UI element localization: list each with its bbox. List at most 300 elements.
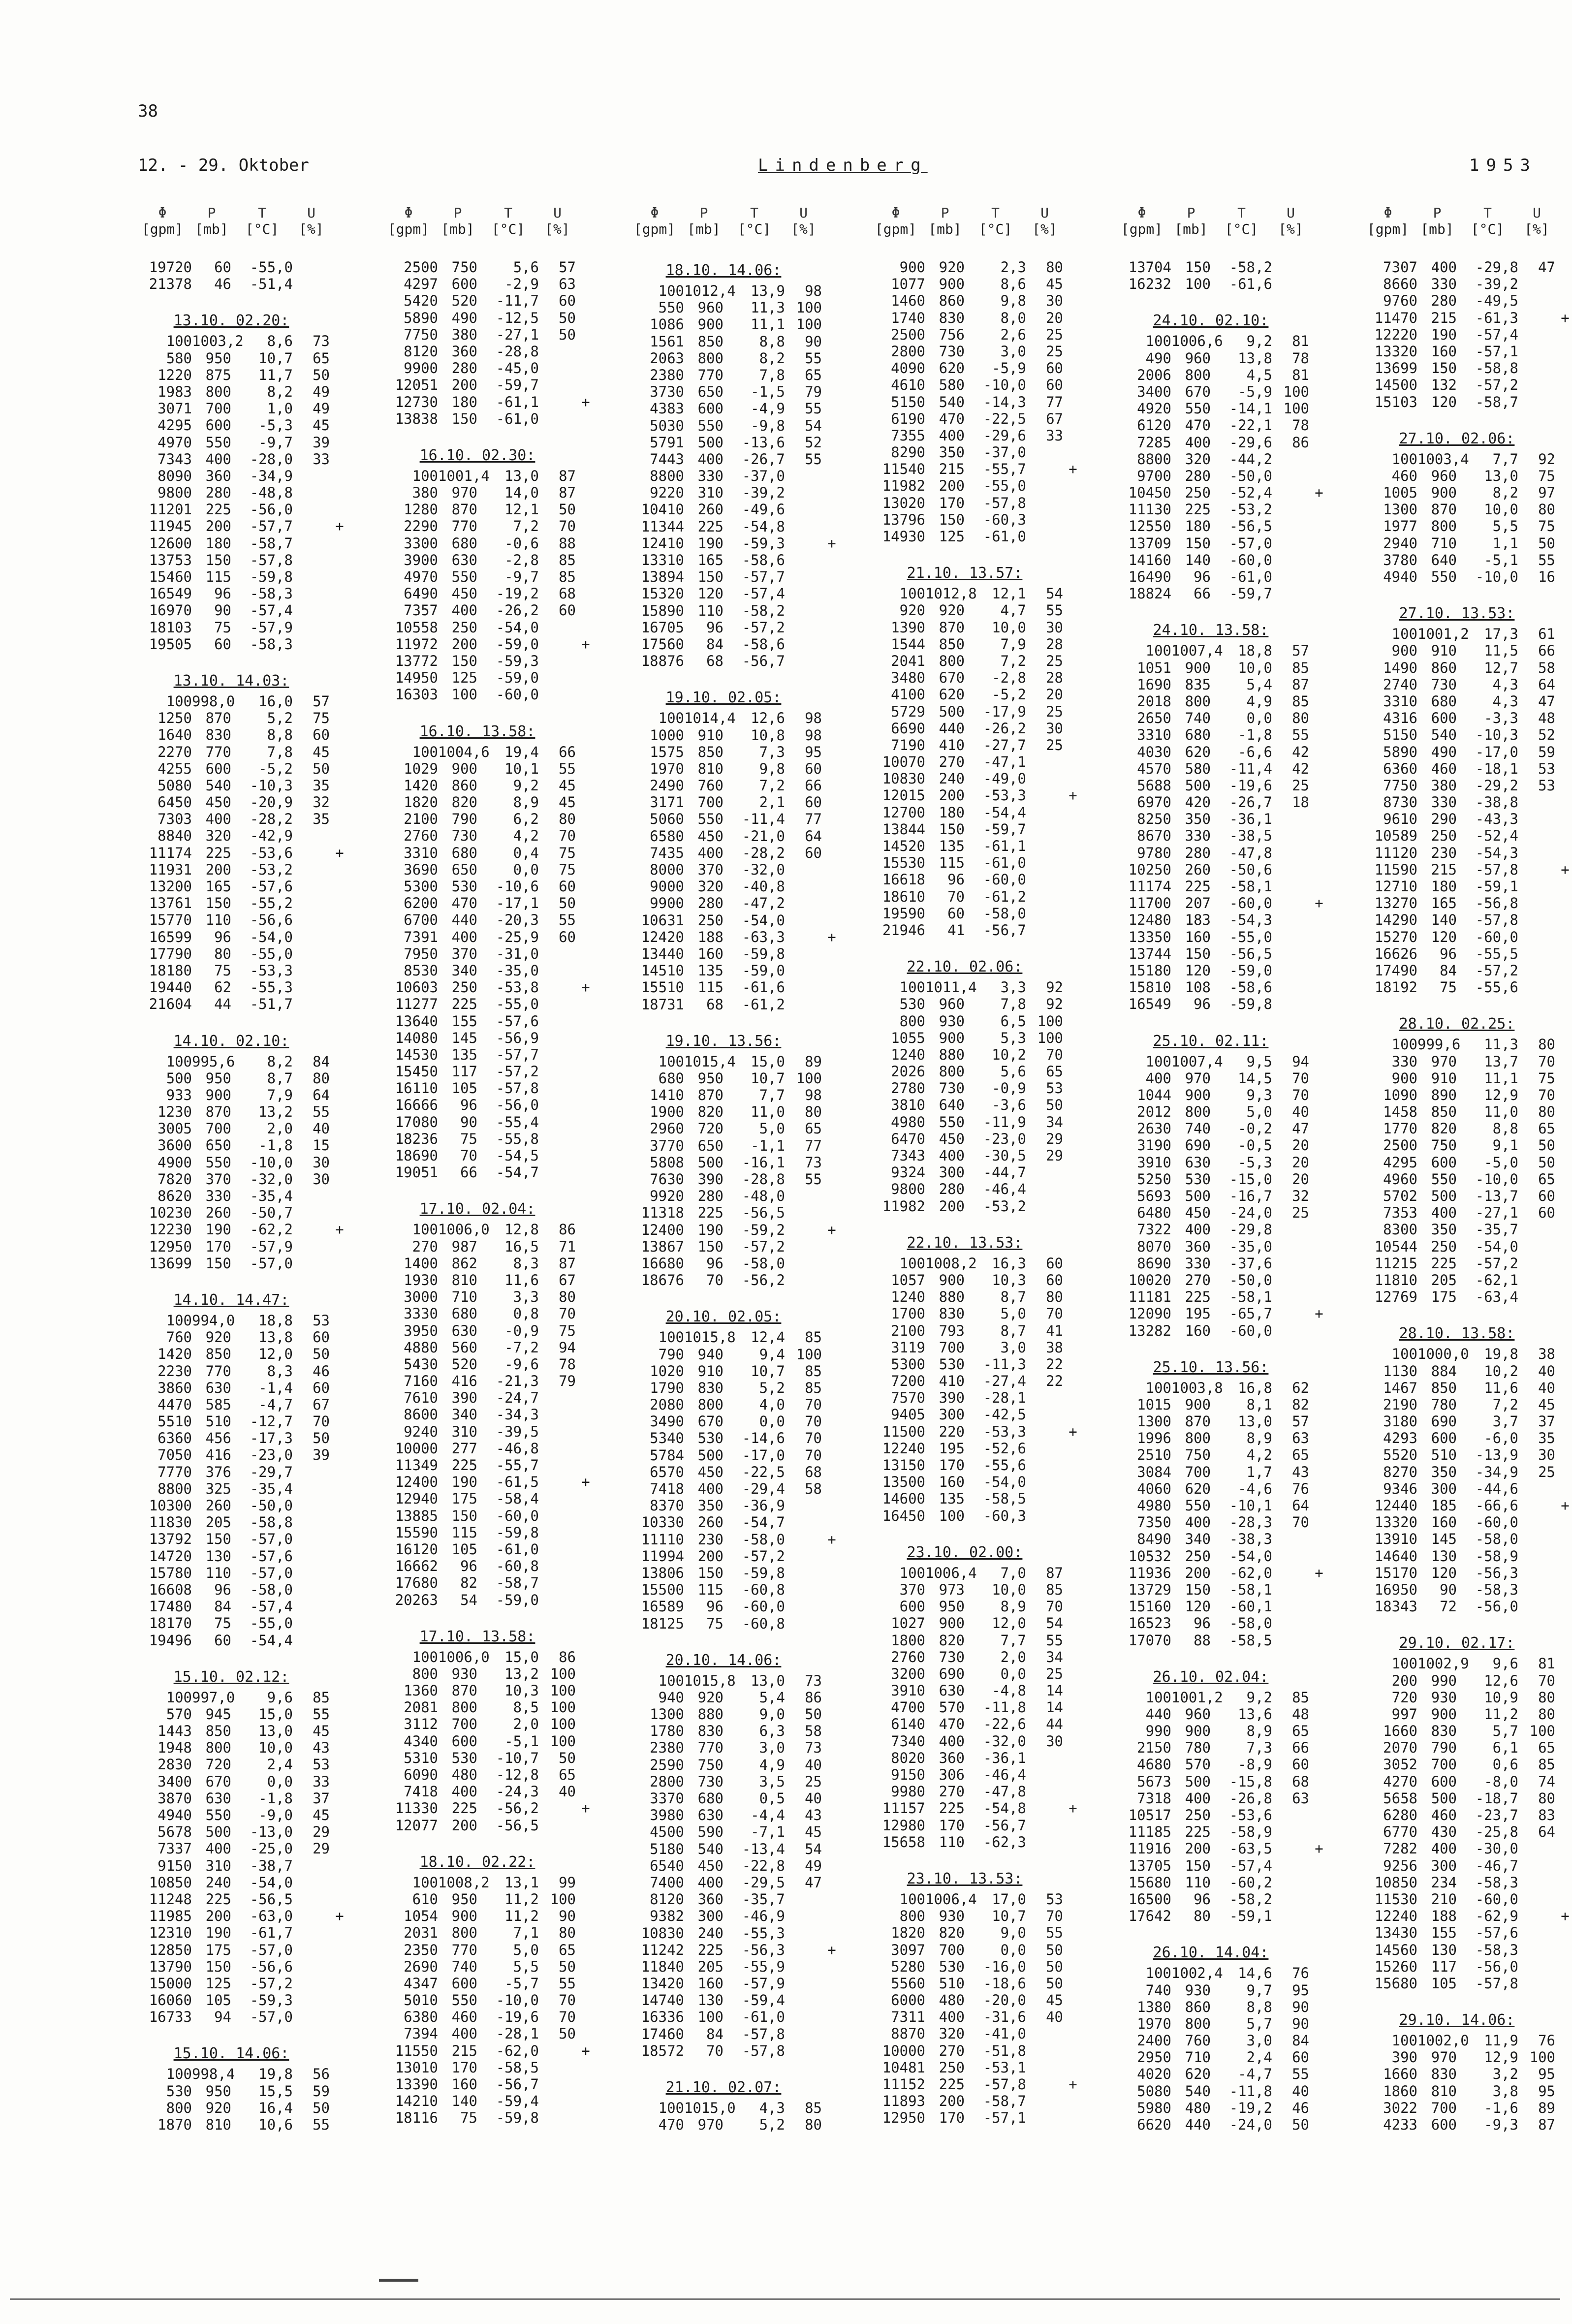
marker-cell — [576, 1423, 596, 1440]
humidity-cell: 60 — [1292, 2049, 1309, 2066]
geopotential-cell: 1780 — [650, 1723, 684, 1740]
humidity-cell — [785, 1514, 822, 1531]
humidity-cell — [293, 929, 330, 945]
header-unit-u: [%] — [299, 221, 324, 237]
temperature-cell: -12,5 — [496, 309, 539, 326]
geopotential-cell: 2270 — [157, 743, 192, 760]
marker-cell — [822, 1363, 842, 1380]
geopotential-cell: 16336 — [641, 2009, 684, 2026]
pressure-cell: 1008,2 — [925, 1255, 977, 1272]
marker-cell — [1309, 350, 1329, 367]
humidity-cell: 80 — [559, 1924, 576, 1942]
temperature-cell: 3,3 — [1000, 979, 1026, 996]
temperature-cell: 5,4 — [1246, 676, 1272, 693]
marker-cell — [330, 333, 349, 349]
geopotential-cell: 5560 — [891, 1975, 925, 1992]
header-symbol-t: T — [991, 205, 1000, 221]
pressure-cell: 96 — [1194, 568, 1211, 585]
geopotential-cell: 5430 — [404, 1355, 438, 1373]
marker-cell — [1309, 1221, 1329, 1238]
geopotential-cell: 16303 — [395, 686, 438, 703]
humidity-cell — [1518, 945, 1555, 962]
humidity-cell: 32 — [1292, 1188, 1309, 1204]
humidity-cell — [1272, 979, 1309, 996]
data-row — [625, 1773, 856, 1790]
pressure-cell: 820 — [451, 794, 477, 811]
geopotential-cell: 1544 — [891, 635, 925, 653]
pressure-cell: 1007,4 — [1171, 1053, 1223, 1070]
data-row — [1112, 1255, 1344, 1272]
marker-cell — [576, 1665, 596, 1682]
marker-cell — [1063, 838, 1083, 854]
geopotential-cell: 13744 — [1128, 945, 1171, 962]
marker-cell — [330, 861, 349, 878]
marker-cell — [1555, 1531, 1572, 1547]
geopotential-cell: 1996 — [1137, 1430, 1171, 1447]
humidity-cell — [293, 996, 330, 1012]
marker-cell — [576, 1524, 596, 1541]
geopotential-cell: 14530 — [395, 1046, 438, 1063]
pressure-cell: 215 — [1431, 861, 1457, 878]
marker-cell — [1309, 1070, 1329, 1087]
pressure-cell: 870 — [205, 1103, 231, 1121]
humidity-cell: 58 — [805, 1480, 822, 1497]
marker-cell — [1309, 434, 1329, 451]
humidity-cell — [293, 1581, 330, 1598]
header-unit-p: [mb] — [1174, 221, 1208, 237]
geopotential-cell: 1800 — [891, 1632, 925, 1649]
humidity-cell: 88 — [559, 534, 576, 552]
geopotential-cell: 2380 — [650, 366, 684, 383]
data-row — [1112, 1514, 1344, 1531]
header-unit-t: [°C] — [1471, 221, 1505, 237]
pressure-cell: 400 — [451, 928, 477, 945]
geopotential-cell: 4383 — [650, 400, 684, 417]
pressure-cell: 540 — [1431, 726, 1457, 744]
geopotential-cell: 11185 — [1128, 1823, 1171, 1841]
marker-cell — [822, 1807, 842, 1823]
marker-cell — [1063, 854, 1083, 871]
geopotential-cell: 19590 — [882, 905, 925, 922]
temperature-cell: -57,4 — [742, 585, 785, 602]
temperature-cell: -17,3 — [250, 1430, 293, 1447]
pressure-cell: 72 — [1440, 1598, 1457, 1615]
data-row — [625, 1188, 856, 1204]
temperature-cell: -58,0 — [250, 1581, 293, 1598]
column-header — [625, 205, 856, 259]
pressure-cell: 280 — [697, 1188, 723, 1205]
marker-cell — [1555, 979, 1572, 996]
pressure-cell: 300 — [939, 1164, 965, 1181]
pressure-cell: 400 — [939, 1732, 965, 1750]
marker-cell — [1555, 1672, 1572, 1689]
humidity-cell: 40 — [1538, 1362, 1555, 1380]
pressure-cell: 225 — [205, 844, 231, 861]
pressure-cell: 590 — [697, 1823, 723, 1841]
geopotential-cell: 100 — [166, 1689, 192, 1706]
pressure-cell: 540 — [939, 393, 965, 410]
data-row — [379, 1649, 610, 1665]
sounding-block — [379, 1851, 610, 2127]
pressure-cell: 110 — [697, 602, 723, 619]
data-row — [625, 811, 856, 827]
humidity-cell: 52 — [1538, 726, 1555, 744]
geopotential-cell: 3810 — [891, 1097, 925, 1114]
marker-cell — [1309, 1982, 1329, 1999]
data-row — [133, 1413, 364, 1430]
geopotential-cell: 100 — [1145, 1965, 1171, 1982]
data-row — [625, 777, 856, 794]
marker-cell — [1555, 929, 1572, 945]
pressure-cell: 145 — [451, 1029, 477, 1046]
temperature-cell: -60,0 — [496, 1507, 539, 1524]
pressure-cell: 997,0 — [192, 1689, 235, 1706]
marker-cell — [330, 1238, 349, 1255]
data-row — [866, 737, 1098, 754]
data-row — [625, 1975, 856, 1992]
temperature-cell: -59,7 — [496, 377, 539, 394]
geopotential-cell: 10410 — [641, 501, 684, 518]
geopotential-cell: 3690 — [404, 861, 438, 878]
data-row — [1112, 1581, 1344, 1598]
pressure-cell: 730 — [1431, 676, 1457, 693]
humidity-cell — [539, 669, 576, 686]
marker-cell — [1555, 1464, 1572, 1480]
humidity-cell: 70 — [313, 1413, 330, 1430]
humidity-cell — [785, 996, 822, 1013]
header-symbol-phi: Φ — [404, 205, 413, 221]
pressure-cell: 1001,4 — [438, 467, 490, 484]
geopotential-cell: 12400 — [641, 1221, 684, 1238]
geopotential-cell: 6360 — [1383, 760, 1417, 777]
temperature-cell: 7,8 — [267, 743, 293, 760]
data-row — [625, 2009, 856, 2025]
pressure-cell: 860 — [1431, 659, 1457, 676]
geopotential-cell: 15450 — [395, 1063, 438, 1080]
data-row — [866, 1716, 1098, 1732]
pressure-cell: 75 — [214, 1615, 231, 1632]
pressure-cell: 120 — [1431, 393, 1457, 410]
temperature-cell: 3,3 — [513, 1288, 539, 1306]
pressure-cell: 500 — [939, 703, 965, 720]
data-row — [133, 979, 364, 996]
pressure-cell: 970 — [451, 484, 477, 502]
data-row — [1358, 394, 1572, 410]
marker-cell — [822, 1464, 842, 1480]
geopotential-cell: 1380 — [1137, 1998, 1171, 2015]
geopotential-cell: 7418 — [404, 1783, 438, 1800]
pressure-cell: 370 — [451, 945, 477, 962]
temperature-cell: -51,4 — [250, 276, 293, 293]
data-row — [1358, 676, 1572, 693]
geopotential-cell: 11994 — [641, 1547, 684, 1565]
temperature-cell: -21,0 — [742, 827, 785, 845]
temperature-cell: -1,8 — [258, 1137, 293, 1154]
data-row — [379, 1490, 610, 1507]
geopotential-cell: 12980 — [882, 1817, 925, 1834]
geopotential-cell: 7630 — [650, 1171, 684, 1188]
data-row — [866, 1507, 1098, 1524]
marker-cell — [1555, 1790, 1572, 1807]
marker-cell — [330, 1430, 349, 1446]
data-row — [1358, 1171, 1572, 1188]
header-unit-p: [mb] — [687, 221, 721, 237]
marker-cell — [822, 434, 842, 451]
temperature-cell: 12,6 — [751, 710, 785, 727]
geopotential-cell: 16666 — [395, 1097, 438, 1114]
marker-cell — [1309, 1137, 1329, 1154]
geopotential-cell: 11120 — [1374, 844, 1417, 861]
temperature-cell: -56,3 — [1475, 1564, 1518, 1581]
temperature-cell: -58,0 — [1229, 1615, 1272, 1632]
humidity-cell: 87 — [559, 467, 576, 484]
temperature-cell: 12,0 — [258, 1346, 293, 1363]
geopotential-cell: 1420 — [157, 1346, 192, 1363]
marker-cell — [822, 1706, 842, 1723]
geopotential-cell: 1660 — [1383, 2066, 1417, 2083]
temperature-cell: -10,0 — [496, 1992, 539, 2009]
data-row — [866, 1063, 1098, 1080]
humidity-cell — [1518, 1857, 1555, 1874]
pressure-cell: 260 — [205, 1204, 231, 1222]
temperature-cell: -58,9 — [1475, 1547, 1518, 1565]
humidity-cell — [539, 2076, 576, 2093]
data-row — [625, 760, 856, 777]
humidity-cell: 55 — [805, 400, 822, 417]
humidity-cell: 75 — [559, 1322, 576, 1339]
marker-cell — [1309, 552, 1329, 568]
marker-cell — [576, 468, 596, 484]
marker-cell — [330, 929, 349, 945]
temperature-cell: 9,2 — [1246, 333, 1272, 350]
temperature-cell: -46,4 — [983, 1766, 1026, 1783]
pressure-cell: 480 — [1185, 2099, 1211, 2116]
geopotential-cell: 18125 — [641, 1615, 684, 1632]
data-row — [379, 360, 610, 377]
humidity-cell — [293, 552, 330, 568]
humidity-cell: 63 — [559, 276, 576, 293]
humidity-cell — [1518, 292, 1555, 309]
temperature-cell: -57,8 — [1475, 861, 1518, 878]
pressure-cell: 140 — [1185, 551, 1211, 568]
geopotential-cell: 6190 — [891, 410, 925, 427]
humidity-cell: 45 — [313, 1723, 330, 1740]
temperature-cell: -59,0 — [1229, 962, 1272, 979]
data-row — [1358, 1272, 1572, 1288]
header-unit-phi: [gpm] — [633, 221, 676, 237]
humidity-cell — [785, 1204, 822, 1221]
geopotential-cell: 16950 — [1374, 1581, 1417, 1598]
geopotential-cell: 920 — [899, 602, 925, 619]
pressure-cell: 225 — [1185, 1288, 1211, 1306]
pressure-cell: 1008,2 — [438, 1874, 490, 1891]
temperature-cell: -44,6 — [1475, 1480, 1518, 1497]
pressure-cell: 400 — [1431, 259, 1457, 276]
temperature-cell: -56,2 — [496, 1800, 539, 1817]
humidity-cell: 50 — [1046, 1941, 1063, 1958]
pressure-cell: 220 — [939, 1423, 965, 1440]
sounding-block — [1112, 1356, 1344, 1649]
humidity-cell: 49 — [313, 400, 330, 417]
humidity-cell — [1272, 1272, 1309, 1288]
header-unit-phi: [gpm] — [875, 221, 917, 237]
marker-cell — [1309, 1120, 1329, 1137]
data-row — [1112, 568, 1344, 585]
marker-cell — [330, 1137, 349, 1154]
humidity-cell — [539, 1574, 576, 1591]
data-row — [379, 1272, 610, 1288]
temperature-cell: 0,0 — [513, 861, 539, 878]
data-row — [625, 417, 856, 434]
marker-cell — [1309, 2116, 1329, 2133]
data-row — [1112, 1632, 1344, 1649]
temperature-cell: -57,7 — [742, 568, 785, 586]
humidity-cell — [785, 552, 822, 568]
temperature-cell: 11,0 — [1484, 1103, 1518, 1121]
geopotential-cell: 100 — [1391, 450, 1417, 468]
pressure-cell: 700 — [1185, 1463, 1211, 1480]
temperature-cell: 5,7 — [1246, 2015, 1272, 2032]
pressure-cell: 150 — [939, 511, 965, 528]
pressure-cell: 500 — [1431, 1188, 1457, 1204]
data-row — [625, 1723, 856, 1739]
marker-cell — [1309, 1322, 1329, 1339]
temperature-cell: -61,2 — [742, 996, 785, 1013]
temperature-cell: -19,2 — [1229, 2099, 1272, 2116]
header-unit-u: [%] — [1032, 221, 1057, 237]
temperature-cell: -44,7 — [983, 1164, 1026, 1181]
humidity-cell: 95 — [1538, 2082, 1555, 2100]
data-row — [1112, 676, 1344, 693]
geopotential-cell: 2380 — [650, 1739, 684, 1757]
marker-cell — [576, 585, 596, 602]
geopotential-cell: 1410 — [650, 1087, 684, 1104]
temperature-cell: -54,4 — [983, 804, 1026, 821]
humidity-cell — [1272, 1632, 1309, 1649]
temperature-cell: 0,0 — [267, 1773, 293, 1790]
humidity-cell: 45 — [559, 777, 576, 794]
temperature-cell: -56,9 — [496, 1029, 539, 1046]
marker-cell — [822, 1255, 842, 1272]
humidity-cell: 100 — [1283, 400, 1309, 417]
data-row — [133, 1807, 364, 1823]
geopotential-cell: 16662 — [395, 1558, 438, 1575]
pressure-cell: 550 — [205, 1807, 231, 1823]
geopotential-cell: 1870 — [157, 2116, 192, 2133]
geopotential-cell: 15460 — [149, 568, 192, 585]
temperature-cell: 4,3 — [1492, 692, 1518, 710]
humidity-cell — [539, 360, 576, 377]
sounding-column — [1358, 205, 1572, 2150]
geopotential-cell: 11330 — [395, 1800, 438, 1817]
pressure-cell: 84 — [1440, 962, 1457, 979]
geopotential-cell: 13020 — [882, 494, 925, 511]
data-row — [1358, 1689, 1572, 1706]
data-row — [1358, 1823, 1572, 1840]
data-row — [133, 468, 364, 484]
pressure-cell: 510 — [205, 1413, 231, 1430]
geopotential-cell: 100 — [1145, 1379, 1171, 1396]
humidity-cell: 73 — [805, 1739, 822, 1757]
sounding-block — [379, 1625, 610, 1834]
pressure-cell: 860 — [451, 777, 477, 794]
humidity-cell: 65 — [1538, 1739, 1555, 1757]
temperature-cell: -57,0 — [1229, 534, 1272, 552]
data-row — [1112, 1965, 1344, 1981]
data-row — [379, 1356, 610, 1373]
pressure-cell: 170 — [939, 2109, 965, 2127]
data-row — [625, 1222, 856, 1238]
temperature-cell: -35,4 — [250, 1480, 293, 1497]
pressure-cell: 870 — [1185, 1413, 1211, 1430]
humidity-cell: 67 — [313, 1396, 330, 1413]
geopotential-cell: 8490 — [1137, 1531, 1171, 1548]
temperature-cell: 10,7 — [258, 349, 293, 367]
marker-cell — [330, 1171, 349, 1188]
temperature-cell: -19,6 — [496, 2009, 539, 2026]
data-row — [1112, 845, 1344, 861]
data-row — [133, 383, 364, 400]
humidity-cell: 64 — [1292, 1497, 1309, 1514]
pressure-cell: 215 — [939, 461, 965, 478]
marker-cell — [330, 1548, 349, 1565]
humidity-cell — [1026, 888, 1063, 905]
column-header — [379, 205, 610, 259]
data-row — [133, 1992, 364, 2009]
pressure-cell: 875 — [205, 366, 231, 383]
pressure-cell: 180 — [939, 804, 965, 821]
marker-cell — [1555, 1480, 1572, 1497]
humidity-cell: 47 — [1538, 259, 1555, 276]
marker-cell — [576, 1440, 596, 1457]
geopotential-cell: 5150 — [1383, 726, 1417, 744]
temperature-cell: -58,0 — [983, 905, 1026, 922]
data-row — [866, 1699, 1098, 1716]
temperature-cell: -9,6 — [504, 1355, 539, 1373]
temperature-cell: -32,0 — [742, 861, 785, 878]
data-row — [866, 720, 1098, 737]
data-row — [379, 979, 610, 996]
humidity-cell: 50 — [1046, 1975, 1063, 1992]
geopotential-cell: 4970 — [157, 434, 192, 451]
humidity-cell — [293, 911, 330, 928]
marker-cell — [1555, 777, 1572, 794]
humidity-cell — [1272, 895, 1309, 911]
humidity-cell: 74 — [1538, 1773, 1555, 1790]
temperature-cell: -10,3 — [250, 777, 293, 794]
geopotential-cell: 1490 — [1383, 659, 1417, 676]
pressure-cell: 130 — [1431, 1941, 1457, 1958]
humidity-cell — [1026, 1490, 1063, 1507]
pressure-cell: 550 — [451, 1992, 477, 2009]
pressure-cell: 410 — [939, 1373, 965, 1390]
data-row — [379, 1238, 610, 1255]
marker-cell — [822, 1757, 842, 1773]
humidity-cell — [1272, 1238, 1309, 1255]
marker-cell: + — [335, 844, 344, 861]
marker-cell — [822, 2042, 842, 2059]
geopotential-cell: 3022 — [1383, 2099, 1417, 2116]
data-row — [866, 686, 1098, 703]
pressure-cell: 280 — [1185, 467, 1211, 484]
pressure-cell: 100 — [451, 686, 477, 703]
data-row — [866, 1114, 1098, 1131]
pressure-cell: 810 — [1431, 2082, 1457, 2100]
marker-cell — [576, 1766, 596, 1783]
temperature-cell: -56,5 — [250, 1890, 293, 1908]
marker-cell — [330, 811, 349, 827]
pressure-cell: 850 — [697, 743, 723, 760]
